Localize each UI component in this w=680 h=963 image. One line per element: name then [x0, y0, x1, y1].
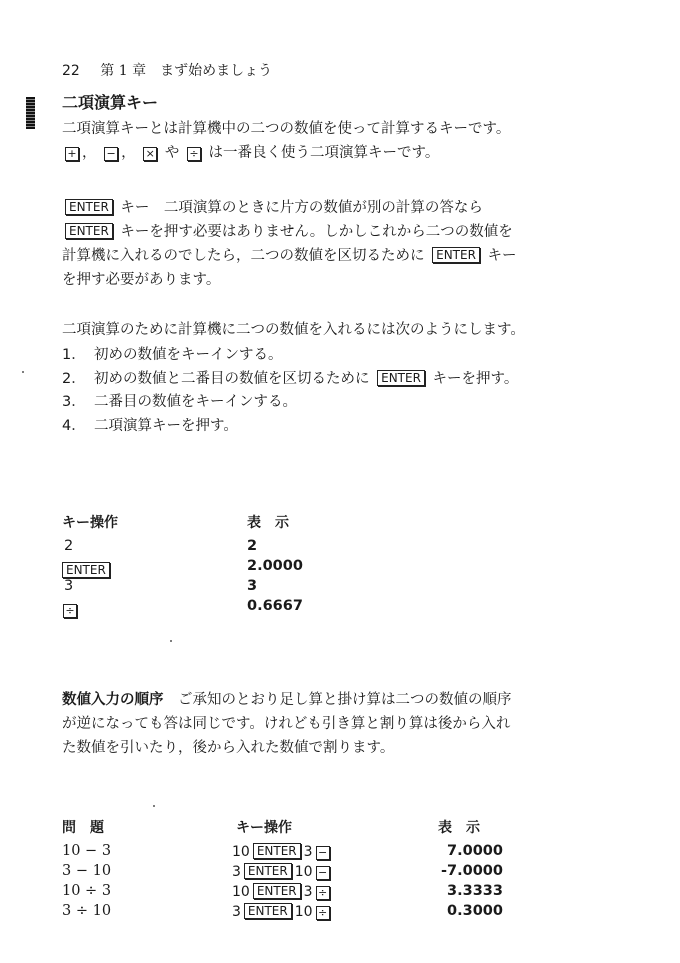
table1-display-4: 0.6667 — [247, 598, 303, 614]
enter-line-3-text: 計算機に入れるのでしたら，二つの数値を区切るために — [62, 248, 430, 264]
digit-entry: 3 — [232, 904, 241, 920]
intro-paragraph — [62, 117, 602, 165]
enter-line-1 — [62, 196, 602, 220]
list-item — [62, 344, 518, 368]
separator: ， — [121, 145, 136, 161]
table2-problem-1: 10 − 3 — [62, 843, 112, 859]
table2-keys-4 — [232, 903, 333, 920]
section-title: 二項演算キー — [62, 93, 159, 112]
order-line-2: が逆になっても答は同じです。けれども引き算と割り算は後から入れ — [62, 716, 511, 732]
table1-display-1: 2 — [247, 538, 258, 554]
separator: ， — [82, 145, 97, 161]
enter-key-icon: ENTER — [62, 562, 110, 578]
table2-header-key-op: キー操作 — [236, 820, 292, 836]
step-text: 初めの数値と二番目の数値を区切るために — [94, 370, 375, 387]
table2-header-problem: 問 題 — [62, 820, 104, 836]
table1-key-2 — [62, 560, 113, 579]
list-item — [62, 368, 518, 392]
list-item — [62, 391, 518, 415]
page-header — [62, 60, 272, 80]
digit-entry: 10 — [232, 844, 250, 860]
enter-key-icon: ENTER — [244, 903, 292, 919]
enter-line-3 — [62, 244, 602, 268]
enter-key-icon: ENTER — [253, 883, 301, 899]
thumb-index-tab — [26, 97, 35, 129]
digit-entry: 3 — [303, 884, 313, 900]
table2-display-3: 3.3333 — [447, 883, 503, 899]
minus-key-icon: − — [316, 866, 330, 880]
table1-header-display: 表 示 — [247, 515, 289, 531]
table2-display-2: -7.0000 — [441, 863, 503, 879]
divide-key-icon: ÷ — [187, 147, 201, 161]
digit-entry: 3 — [303, 844, 313, 860]
intro-line-1: 二項演算キーとは計算機中の二つの数値を使って計算するキーです。 — [62, 121, 511, 137]
times-key-icon: × — [143, 147, 157, 161]
digit-entry: 10 — [232, 884, 250, 900]
table2-problem-2: 3 − 10 — [62, 863, 112, 879]
divide-key-icon: ÷ — [63, 604, 77, 618]
enter-line-1-text: キー 二項演算のときに片方の数値が別の計算の答なら — [115, 200, 483, 216]
intro-line-2 — [62, 141, 602, 165]
digit-entry: 10 — [294, 864, 313, 880]
table2-keys-2 — [232, 863, 333, 880]
enter-key-paragraph — [62, 196, 602, 292]
table1-key-1: 2 — [64, 538, 74, 554]
chapter-title: 第 1 章 まず始めましょう — [100, 63, 273, 79]
table2-display-4: 0.3000 — [447, 903, 503, 919]
step-text: 二項演算キーを押す。 — [94, 417, 238, 434]
table2-header-display: 表 示 — [438, 820, 480, 836]
enter-key-icon: ENTER — [377, 370, 425, 386]
step-text: キーを押す。 — [427, 370, 519, 387]
order-line-1 — [62, 688, 622, 712]
order-line-1-text: ご承知のとおり足し算と掛け算は二つの数値の順序 — [163, 692, 512, 708]
table1-key-3: 3 — [64, 578, 74, 594]
digit-entry: 3 — [232, 864, 241, 880]
step-number: 3． — [62, 394, 86, 410]
enter-key-icon: ENTER — [65, 199, 113, 215]
step-text: 二番目の数値をキーインする。 — [94, 394, 297, 410]
enter-key-icon: ENTER — [244, 863, 292, 879]
table1-key-4 — [62, 599, 80, 618]
minus-key-icon: − — [316, 846, 330, 860]
order-line-3: た数値を引いたり，後から入れた数値で割ります。 — [62, 740, 395, 756]
table2-keys-3 — [232, 883, 333, 900]
step-number: 4． — [62, 417, 86, 434]
enter-key-icon: ENTER — [253, 843, 301, 859]
divide-key-icon: ÷ — [316, 886, 330, 900]
list-item — [62, 415, 518, 439]
digit-entry: 10 — [294, 904, 313, 920]
enter-line-3-tail: キー — [482, 248, 517, 264]
minus-key-icon: − — [104, 147, 118, 161]
table1-display-3: 3 — [247, 578, 258, 594]
plus-key-icon: + — [65, 147, 79, 161]
enter-line-2 — [62, 220, 602, 244]
step-number: 2． — [62, 370, 86, 387]
step-number: 1． — [62, 347, 86, 363]
order-paragraph — [62, 688, 622, 760]
table2-display-1: 7.0000 — [447, 843, 503, 859]
procedure-intro: 二項演算のために計算機に二つの数値を入れるには次のようにします。 — [62, 322, 525, 338]
table2-problem-4: 3 ÷ 10 — [62, 903, 112, 919]
steps-list — [62, 344, 518, 438]
divide-key-icon: ÷ — [316, 906, 330, 920]
order-title: 数値入力の順序 — [62, 692, 164, 708]
enter-key-icon: ENTER — [65, 223, 113, 239]
stray-dot — [170, 640, 172, 642]
table1-display-2: 2.0000 — [247, 558, 303, 574]
enter-key-icon: ENTER — [432, 247, 480, 263]
enter-line-4: を押す必要があります。 — [62, 272, 221, 288]
conjunction: や — [160, 145, 184, 161]
stray-dot — [153, 805, 155, 807]
page-number: 22 — [62, 63, 80, 79]
table2-problem-3: 10 ÷ 3 — [62, 883, 112, 899]
enter-line-2-text: キーを押す必要はありません。しかしこれから二つの数値を — [115, 224, 513, 240]
table2-keys-1 — [232, 843, 333, 860]
stray-dot — [22, 371, 24, 373]
table1-header-key-op: キー操作 — [62, 515, 118, 531]
step-text: 初めの数値をキーインする。 — [94, 347, 283, 363]
intro-line-2-tail: は一番良く使う二項演算キーです。 — [203, 145, 440, 161]
